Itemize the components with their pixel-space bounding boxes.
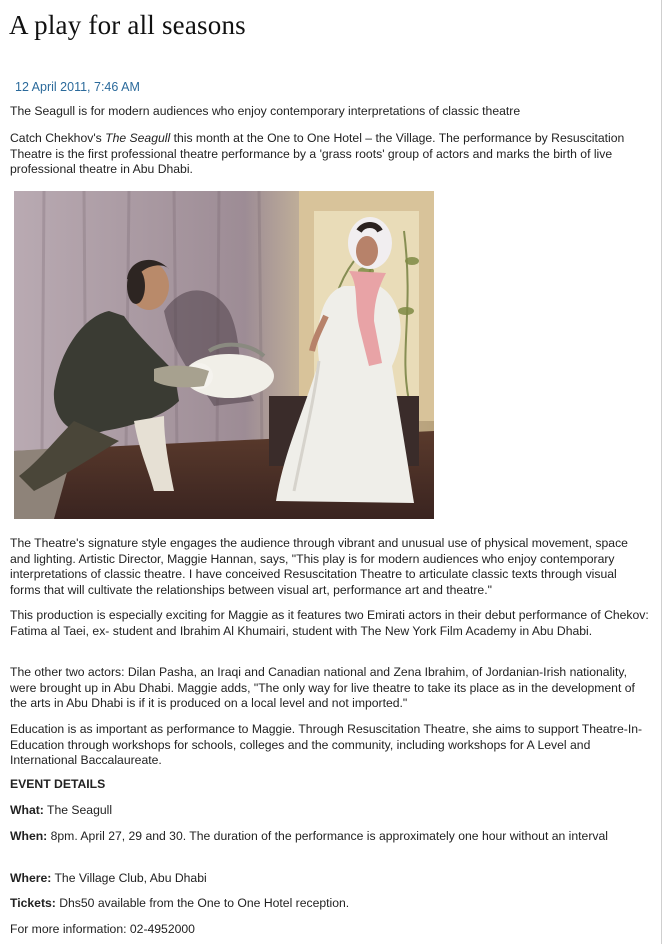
event-when [10, 829, 650, 845]
intro-text-after: this month at the One to One Hotel – the Village. The performance by Resuscitation Theatre is the first professional theatre performance by a 'grass roots' group of actors and marks the birth of live professional theatre in Abu Dhabi. [10, 131, 625, 176]
event-more-info: For more information: 02-4952000 [10, 922, 195, 936]
event-when-label: When: [10, 829, 48, 843]
article-date: 12 April 2011, 7:46 AM [15, 80, 140, 94]
article-paragraph: Education is as important as performance to Maggie. Through Resuscitation Theatre, she aims to support Theatre-In-Education through workshops for schools, colleges and the community, including workshops for A Level and International Baccalaureate. [10, 722, 643, 767]
production-photo [14, 191, 434, 519]
article-paragraph: The Theatre's signature style engages the audience through vibrant and unusual use of physical movement, space and lighting. Artistic Director, Maggie Hannan, says, "This play is for modern audiences who enjoy contemporary interpretations of classic theatre. I have conceived Resuscitation Theatre to articulate classic texts through visual forms that will cultivate the relationships between visual art, performance art and theatre." [10, 536, 628, 597]
event-when-value: 8pm. April 27, 29 and 30. The duration of the performance is approximately one hour without an interval [47, 829, 608, 843]
event-what-label: What: [10, 803, 44, 817]
intro-text-before: Catch Chekhov's [10, 131, 106, 145]
event-tickets-value: Dhs50 available from the One to One Hotel reception. [55, 896, 350, 910]
article-standfirst: The Seagull is for modern audiences who enjoy contemporary interpretations of classic theatre [10, 104, 521, 118]
event-where-label: Where: [10, 871, 52, 885]
event-tickets [10, 896, 650, 912]
event-where [10, 871, 650, 887]
article-intro [10, 131, 650, 178]
intro-play-title: The Seagull [105, 131, 171, 145]
event-details-heading: EVENT DETAILS [10, 777, 106, 791]
article-paragraph: The other two actors: Dilan Pasha, an Iraqi and Canadian national and Zena Ibrahim, of Jordanian-Irish nationality, were brought up in Abu Dhabi. Maggie adds, "The only way for live theatre to take its place as in the development of the arts in Abu Dhabi is if it is produced on a local level and not imported." [10, 665, 635, 710]
article-title: A play for all seasons [9, 10, 246, 40]
article-paragraph: This production is especially exciting for Maggie as it features two Emirati actors in their debut performance of Chekov: Fatima al Taei, ex- student and Ibrahim Al Khumairi, student with The New York Film Academy in Abu Dhabi. [10, 608, 649, 638]
event-what [10, 803, 650, 819]
page-edge-rule [661, 0, 662, 944]
event-what-value: The Seagull [43, 803, 113, 817]
event-tickets-label: Tickets: [10, 896, 56, 910]
event-where-value: The Village Club, Abu Dhabi [51, 871, 207, 885]
